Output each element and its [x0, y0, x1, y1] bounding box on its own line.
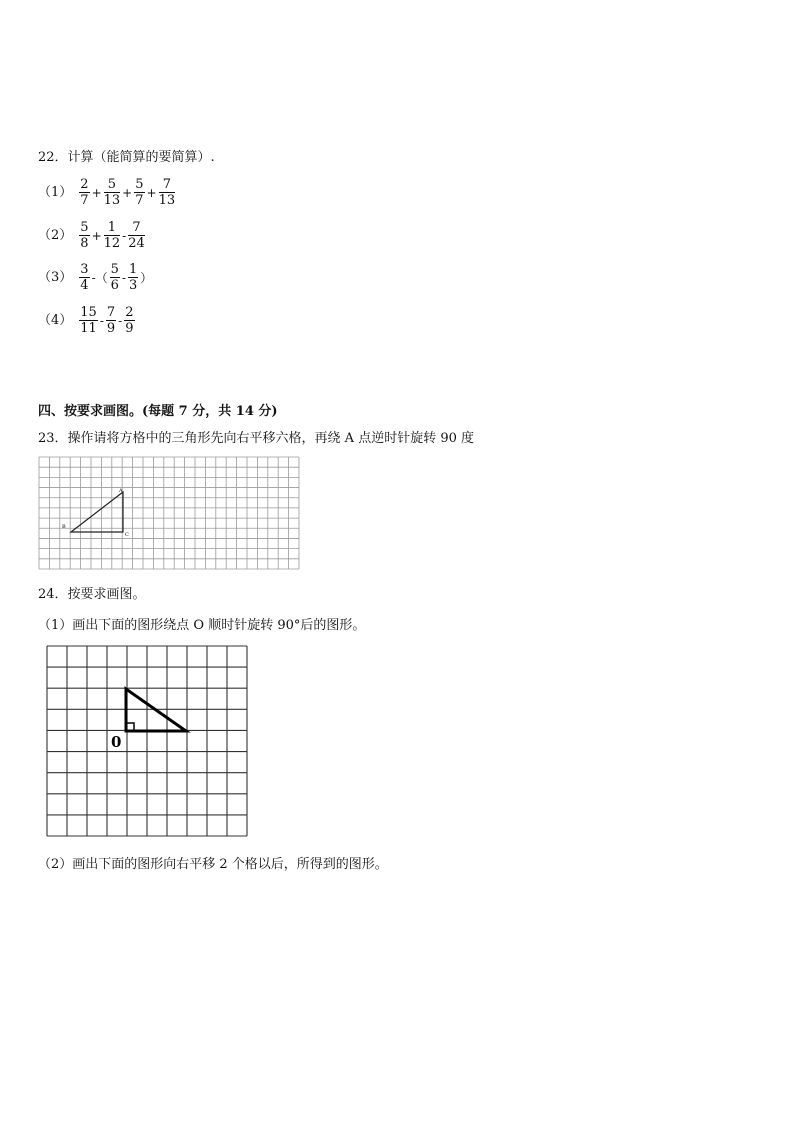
- expression-4: [38, 300, 176, 340]
- denominator: 9: [106, 321, 116, 336]
- operator: -: [121, 270, 126, 285]
- denominator: 7: [80, 193, 89, 208]
- q23-text: 23．操作请将方格中的三角形先向右平移六格，再绕 A 点逆时针旋转 90 度: [38, 431, 475, 446]
- numerator: 5: [110, 262, 119, 277]
- q24-part1: （1）画出下面的图形绕点 O 顺时针旋转 90°后的图形。: [38, 618, 366, 633]
- fraction: [106, 305, 116, 336]
- q23-grid: [38, 456, 300, 570]
- operator: -: [118, 313, 123, 328]
- expression-1: [38, 172, 176, 212]
- point-a-label: A: [119, 488, 123, 494]
- denominator: 7: [135, 193, 144, 208]
- numerator: 5: [104, 177, 121, 193]
- fraction: [134, 177, 144, 208]
- denominator: 3: [128, 278, 138, 293]
- numerator: 5: [80, 220, 89, 235]
- numerator: 7: [106, 305, 116, 320]
- numerator: 1: [128, 262, 138, 277]
- expression-label: （1）: [38, 184, 73, 200]
- denominator: 9: [125, 321, 134, 336]
- expression-2: [38, 215, 176, 255]
- fraction: [79, 177, 89, 208]
- numerator: 7: [128, 220, 145, 236]
- expression-label: （3）: [38, 269, 73, 285]
- numerator: 2: [80, 177, 89, 192]
- denominator: 24: [128, 236, 145, 251]
- operator: -: [99, 313, 104, 328]
- point-b-label: B: [62, 524, 66, 530]
- denominator: 13: [158, 193, 176, 208]
- fraction: [124, 305, 134, 336]
- q24-text: 24．按要求画图。: [38, 587, 146, 602]
- operator: ）: [140, 270, 153, 285]
- section-title: 四、按要求画图。(每题 7 分，共 14 分): [38, 404, 278, 419]
- fraction: [79, 220, 89, 251]
- expression-label: （2）: [38, 227, 73, 243]
- operator: +: [91, 228, 102, 243]
- q22-title: 22．计算（能简算的要简算）.: [38, 150, 215, 165]
- q22-expressions: [38, 172, 176, 340]
- point-c-label: C: [125, 532, 129, 538]
- denominator: 13: [103, 193, 121, 208]
- numerator: 7: [159, 177, 176, 193]
- denominator: 6: [110, 278, 119, 293]
- operator: +: [122, 185, 133, 200]
- denominator: 8: [80, 236, 89, 251]
- fraction: [110, 262, 120, 293]
- numerator: 5: [135, 177, 144, 192]
- fraction: [104, 220, 121, 251]
- operator: +: [91, 185, 102, 200]
- grid-lines: [47, 646, 247, 836]
- denominator: 4: [80, 278, 89, 293]
- expression-label: （4）: [38, 312, 73, 328]
- q24-grid: [44, 643, 250, 839]
- denominator: 11: [80, 321, 97, 336]
- q24-part2: （2）画出下面的图形向右平移 2 个格以后，所得到的图形。: [38, 857, 388, 872]
- fraction: [79, 305, 98, 336]
- operator: -（: [91, 270, 108, 285]
- fraction: [79, 262, 89, 293]
- fraction: [128, 220, 145, 251]
- right-triangle: [126, 689, 186, 731]
- expression-3: [38, 257, 176, 297]
- numerator: 1: [104, 220, 121, 236]
- grid-lines: [39, 457, 299, 569]
- fraction: [159, 177, 176, 208]
- fraction: [128, 262, 138, 293]
- numerator: 15: [80, 305, 97, 320]
- denominator: 12: [103, 236, 121, 251]
- operator: -: [122, 228, 127, 243]
- numerator: 3: [80, 262, 89, 277]
- numerator: 2: [125, 305, 134, 320]
- fraction: [104, 177, 121, 208]
- point-o-label: 0: [111, 733, 122, 751]
- operator: +: [146, 185, 157, 200]
